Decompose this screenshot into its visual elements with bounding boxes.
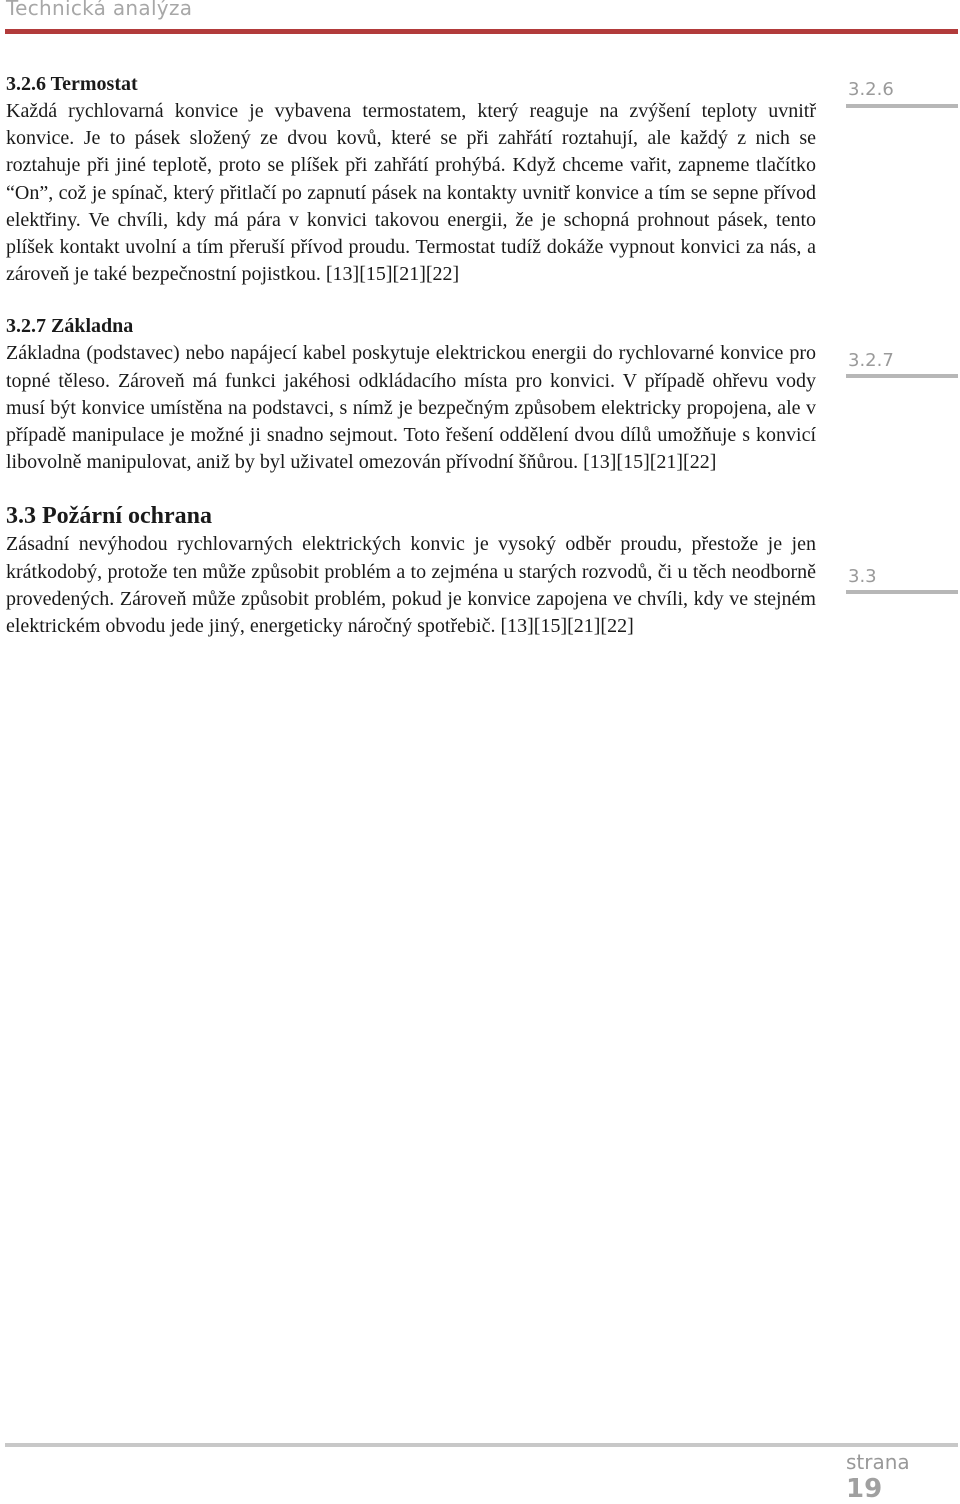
margin-rule-3-2-7: [846, 374, 958, 378]
header-rule: [5, 29, 958, 34]
section-heading: 3.3 Požární ochrana: [6, 503, 212, 530]
footer-page-label: strana: [846, 1450, 910, 1474]
margin-label-3-3: 3.3: [848, 566, 877, 587]
margin-rule-3-2-6: [846, 104, 958, 108]
section-paragraph: Základna (podstavec) nebo napájecí kabel poskytuje elektrickou energii do rychlovarné konvice pro topné těleso. Zároveň má funkci jakéhosi odkládacího místa pro konvici. V případě ohřevu vody musí být konvice umístěna na podstavci, s nímž je bezpečným způsobem elektricky propojena, ale v případě manipulace je možné ji snadno sejmout. Toto řešení oddělení dvou dílů umožňuje s konvicí libovolně manipulovat, aniž by byl uživatel omezován přívodní šňůrou. [13][15][21][22]: [6, 342, 816, 474]
running-header-title: Technická analýza: [6, 0, 193, 20]
footer-page-number: 19: [846, 1474, 883, 1504]
footer-rule: [5, 1443, 958, 1447]
section-heading: 3.2.6 Termostat: [6, 73, 138, 95]
section-pozarni-ochrana: [6, 501, 816, 640]
section-zakladna: [6, 313, 816, 476]
margin-label-3-2-7: 3.2.7: [848, 350, 894, 371]
section-paragraph: Zásadní nevýhodou rychlovarných elektrických konvic je vysoký odběr proudu, přestože je jen krátkodobý, protože ten může způsobit problém a to zejména u starých rozvodů, či u těch neodborně provedených. Zároveň může způsobit problém, pokud je konvice zapojena ve chvíli, kdy ve stejném elektrickém obvodu jede jiný, energeticky náročný spotřebič. [13][15][21][22]: [6, 533, 816, 638]
document-body: [6, 71, 816, 640]
margin-label-3-2-6: 3.2.6: [848, 79, 894, 100]
section-heading: 3.2.7 Základna: [6, 315, 134, 338]
section-paragraph: Každá rychlovarná konvice je vybavena termostatem, který reaguje na zvýšení teploty uvnitř konvice. Je to pásek složený ze dvou kovů, které se při zahřátí roztahují, ale každý z nich se roztahuje při jiné teplotě, proto se plíšek při zahřátí prohýbá. Když chceme vařit, zapneme tlačítko “On”, což je spínač, který přitlačí po zapnutí pásek na kontakty uvnitř konvice a tím se sepne přívod elektřiny. Ve chvíli, kdy má pára v konvici takovou energii, že je schopná prohnout pásek, tento plíšek kontakt uvolní a tím přeruší přívod proudu. Termostat tudíž dokáže vypnout konvici za nás, a zároveň je také bezpečnostní pojistkou. [13][15][21][22]: [6, 100, 816, 286]
margin-rule-3-3: [846, 590, 958, 594]
section-termostat: [6, 71, 816, 288]
